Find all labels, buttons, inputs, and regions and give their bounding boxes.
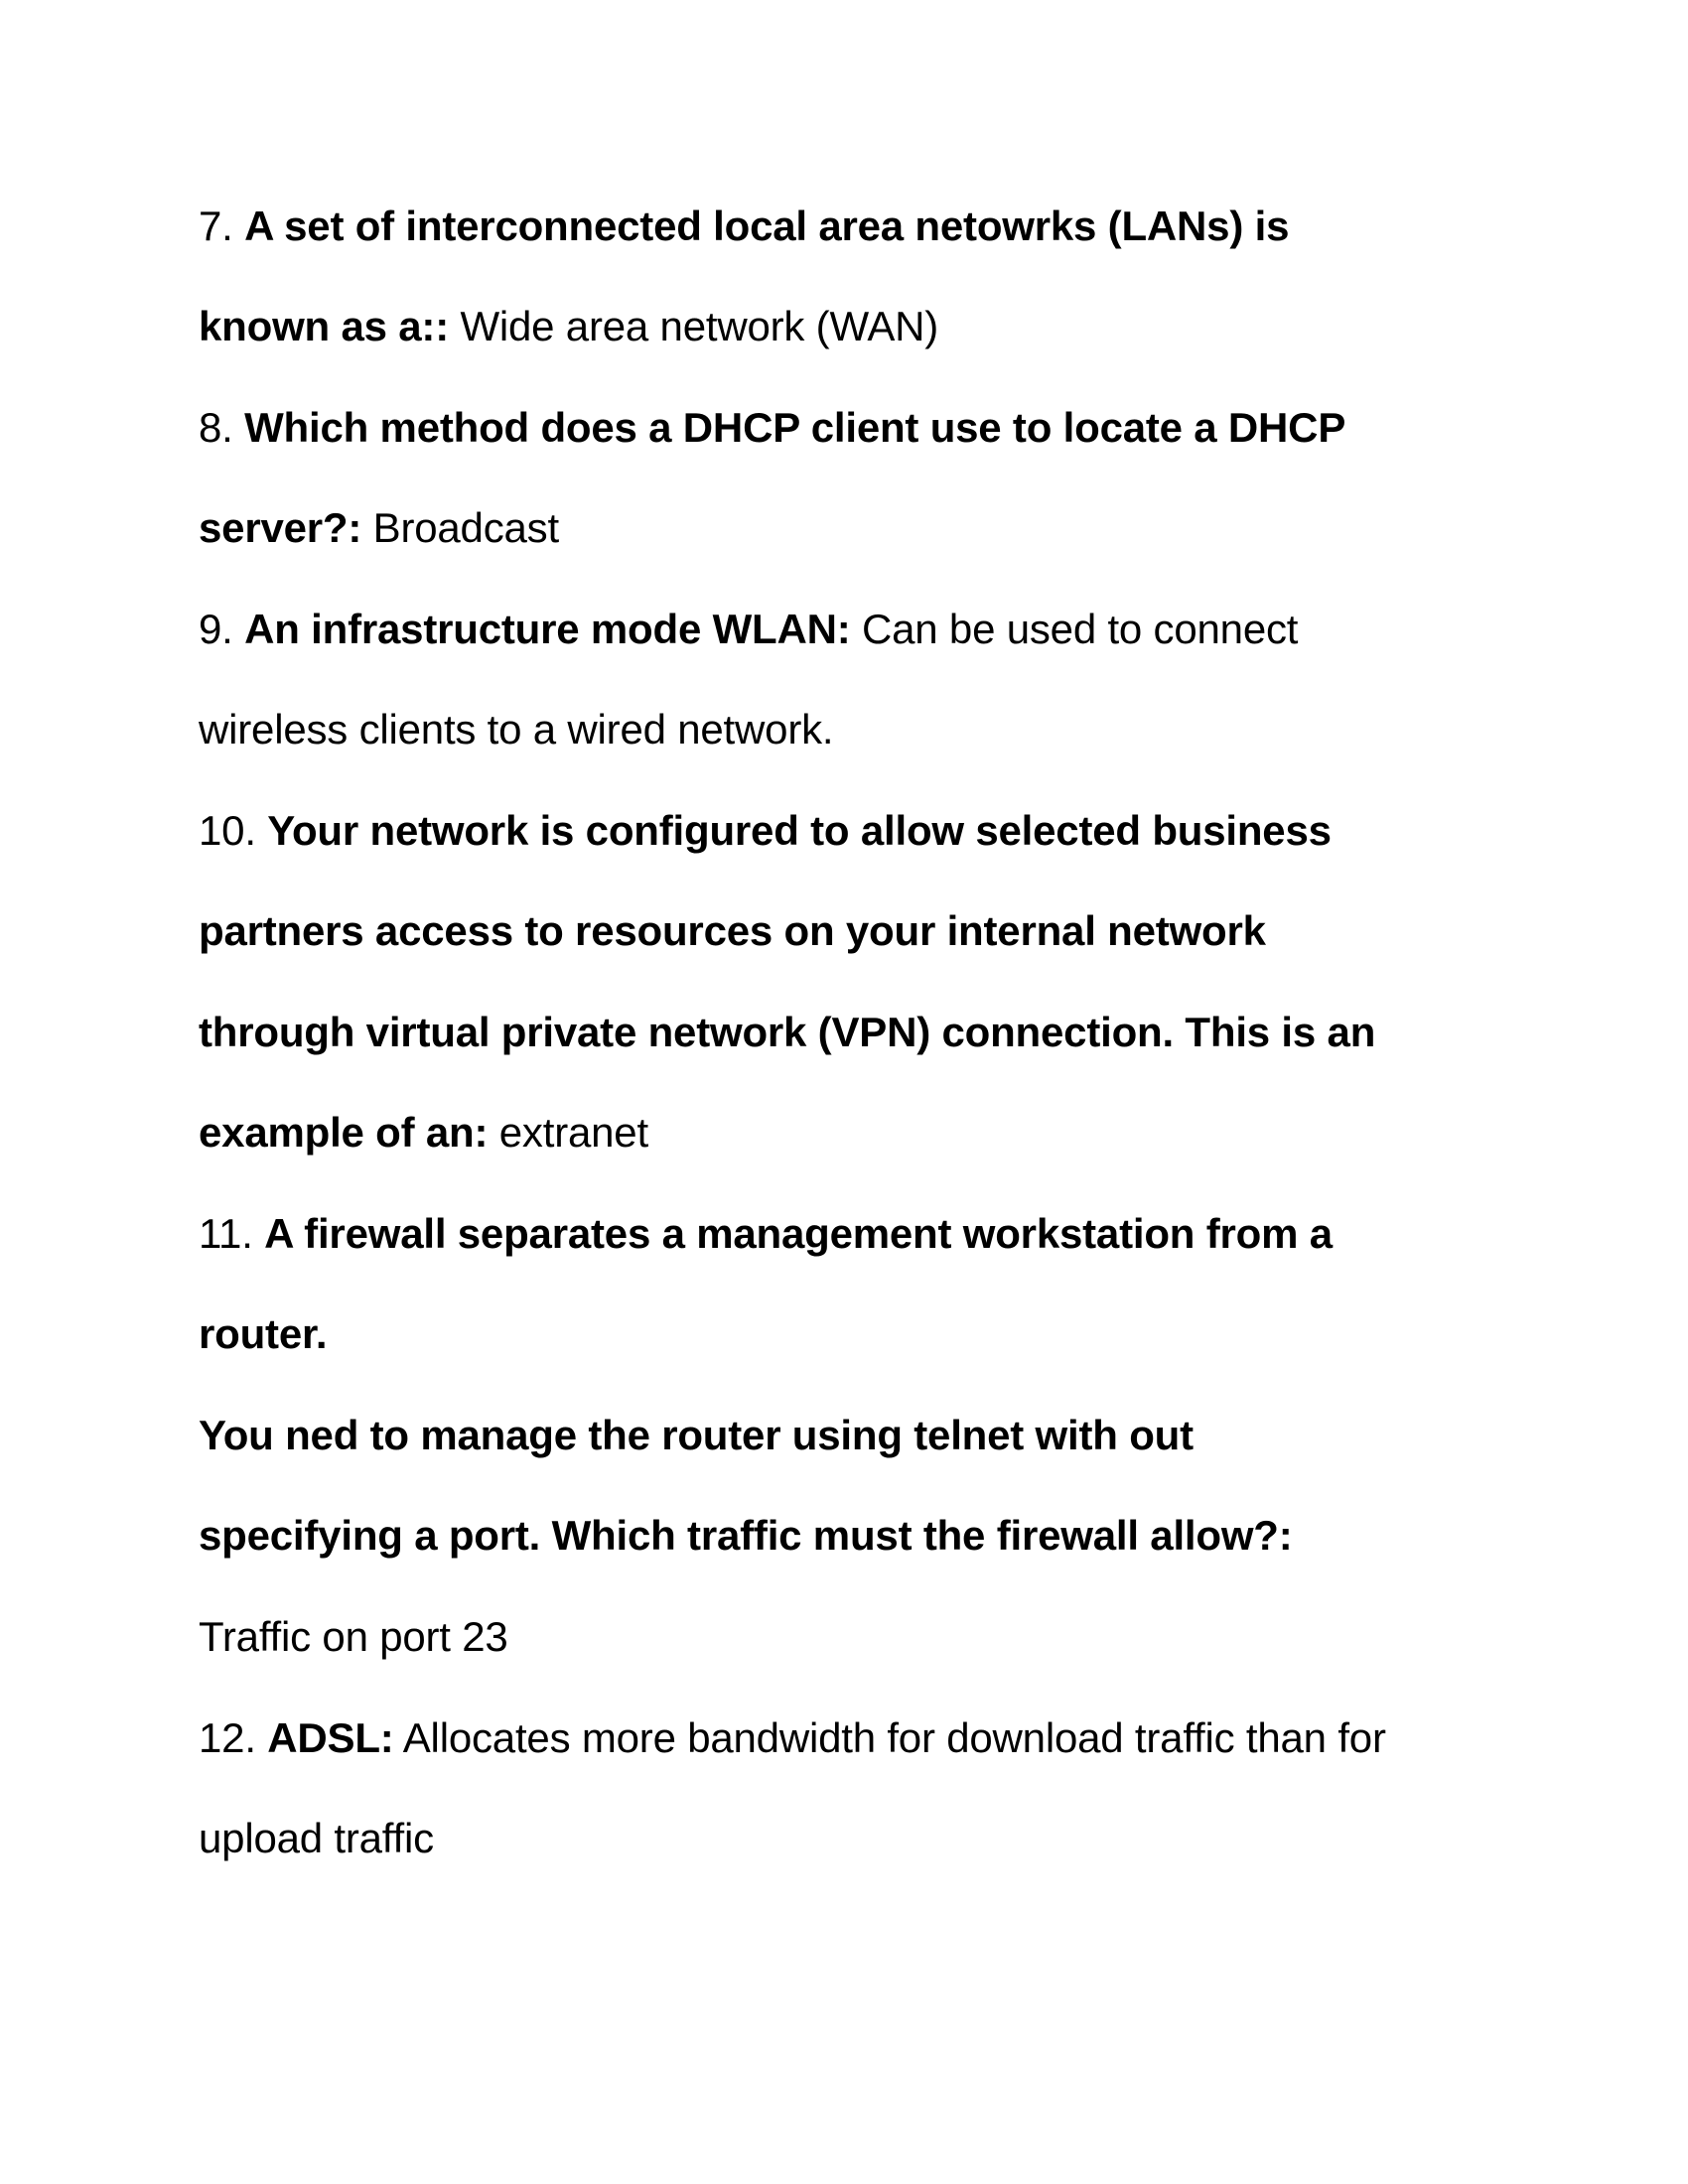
answer-text: Broadcast (361, 504, 559, 551)
item-7-line-1 (199, 202, 1289, 251)
answer-text: upload traffic (199, 1815, 434, 1861)
item-11-line-2 (199, 1309, 327, 1359)
item-8-line-1 (199, 403, 1345, 453)
item-12-line-1 (199, 1713, 1386, 1763)
item-11-line-5 (199, 1612, 508, 1662)
item-number: 10. (199, 807, 268, 854)
question-text: An infrastructure mode WLAN: (244, 606, 851, 652)
answer-text: Traffic on port 23 (199, 1613, 508, 1660)
item-10-line-3 (199, 1008, 1375, 1057)
answer-text: Wide area network (WAN) (448, 303, 939, 349)
question-text: Which method does a DHCP client use to locate a DHCP (244, 404, 1346, 451)
question-text: known as a:: (199, 303, 449, 349)
question-text: partners access to resources on your internal network (199, 907, 1266, 954)
item-number: 7. (199, 203, 245, 249)
question-text: through virtual private network (VPN) connection. This is an (199, 1009, 1376, 1055)
answer-text: wireless clients to a wired network. (199, 706, 834, 752)
item-number: 12. (199, 1714, 268, 1761)
question-text: example of an: (199, 1109, 489, 1156)
question-text: A firewall separates a management workstation from a (264, 1210, 1333, 1257)
item-11-line-4 (199, 1511, 1293, 1561)
item-10-line-1 (199, 806, 1332, 856)
item-9-line-1 (199, 605, 1298, 654)
question-text: specifying a port. Which traffic must the firewall allow?: (199, 1512, 1293, 1559)
item-8-line-2 (199, 503, 559, 553)
item-12-line-2 (199, 1814, 434, 1863)
item-9-line-2 (199, 705, 833, 754)
item-7-line-2 (199, 302, 938, 351)
item-10-line-4 (199, 1108, 648, 1158)
question-text: You ned to manage the router using telnet with out (199, 1412, 1194, 1458)
answer-text: Can be used to connect (850, 606, 1299, 652)
item-11-line-1 (199, 1209, 1333, 1259)
question-text: A set of interconnected local area netowrks (LANs) is (244, 203, 1290, 249)
item-number: 11. (199, 1210, 265, 1257)
question-text: Your network is configured to allow selected business (267, 807, 1332, 854)
question-text: server?: (199, 504, 362, 551)
item-10-line-2 (199, 906, 1266, 956)
question-text: router. (199, 1310, 328, 1357)
answer-text: extranet (488, 1109, 648, 1156)
answer-text: Allocates more bandwidth for download traffic than for (393, 1714, 1386, 1761)
question-text: ADSL: (267, 1714, 394, 1761)
item-number: 8. (199, 404, 245, 451)
item-11-line-3 (199, 1411, 1194, 1460)
item-number: 9. (199, 606, 245, 652)
